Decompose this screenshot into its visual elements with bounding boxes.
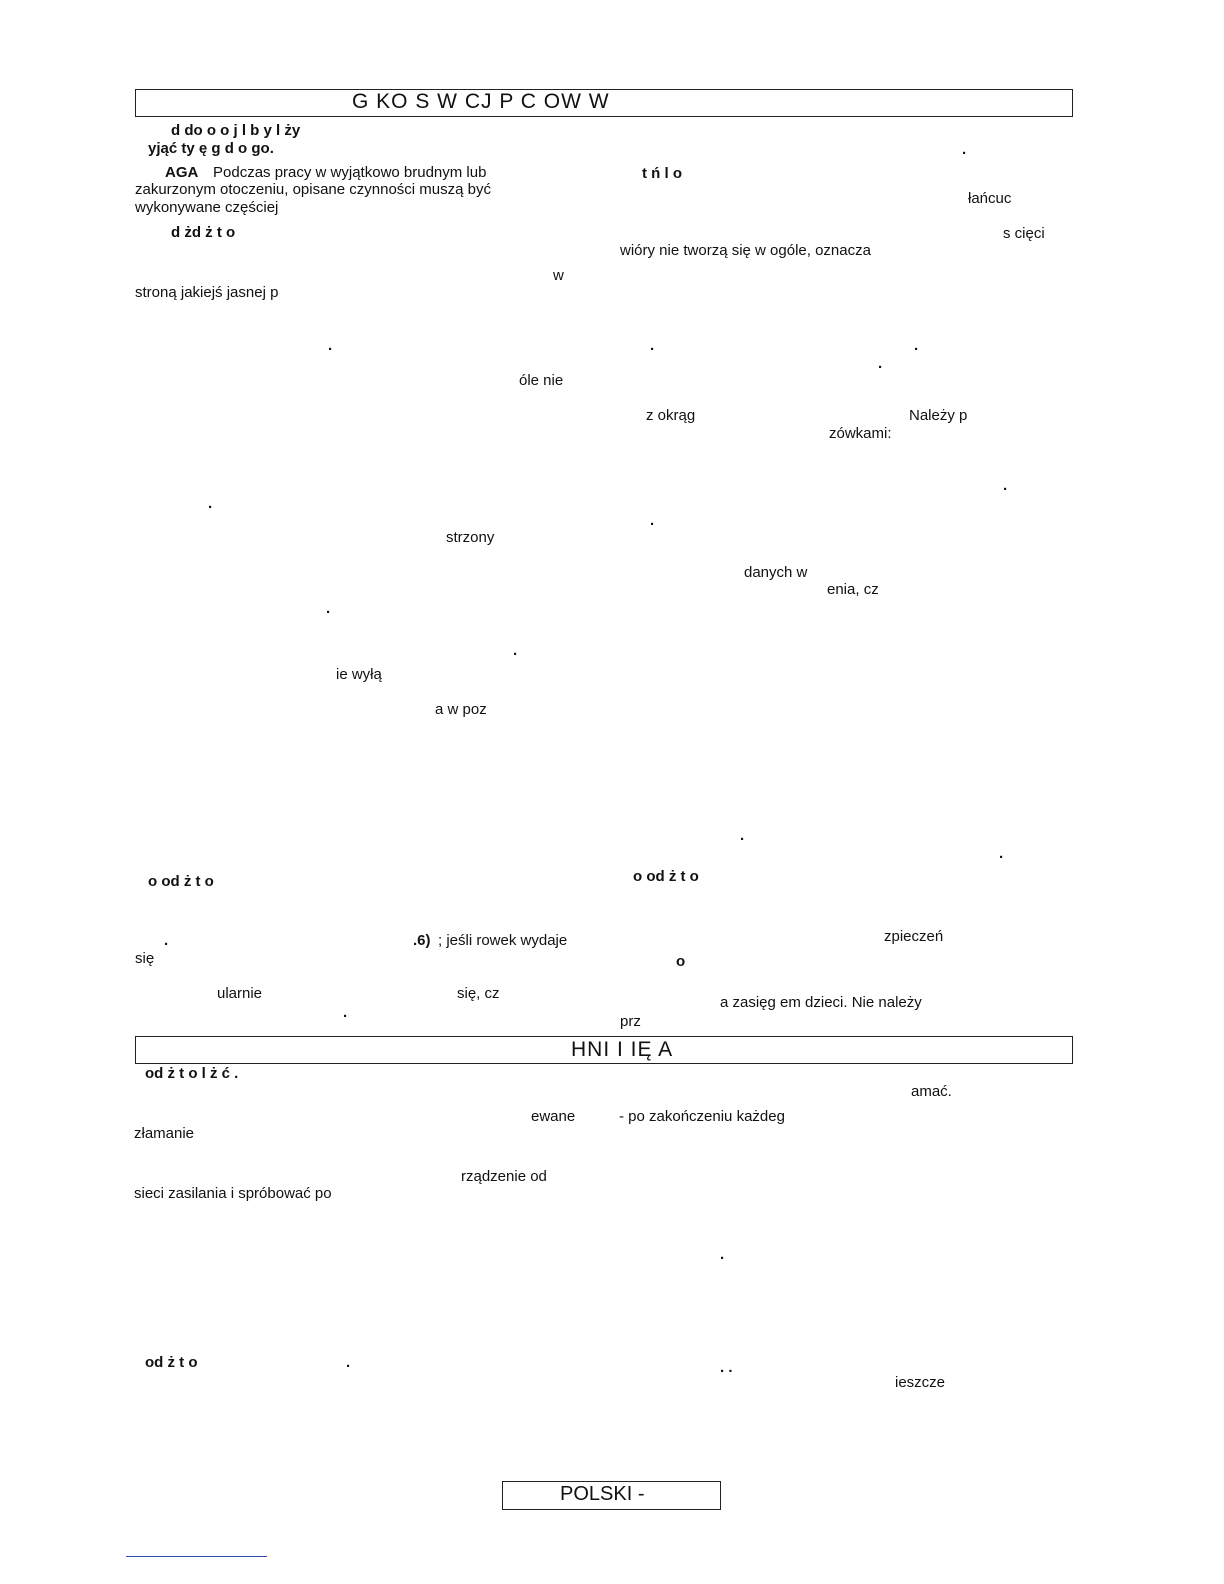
paragraph-fragment: złamanie: [134, 1125, 195, 1142]
subheading: t ń l o: [642, 165, 682, 182]
paragraph-fragment: .: [720, 1246, 725, 1263]
paragraph-fragment: z okrąg: [646, 407, 696, 424]
paragraph-fragment: rządzenie od: [461, 1168, 547, 1185]
paragraph-fragment: zpieczeń: [884, 928, 944, 945]
paragraph-fragment: .: [962, 141, 967, 158]
subheading: d żd ż t o: [171, 224, 236, 241]
paragraph-fragment: .: [650, 337, 655, 354]
paragraph-fragment: w: [553, 267, 564, 284]
subheading: od ż t o: [145, 1354, 198, 1371]
paragraph-fragment: się: [135, 950, 155, 967]
paragraph-fragment: .: [513, 642, 518, 659]
paragraph-fragment: .: [999, 845, 1004, 862]
paragraph-line: sieci zasilania i spróbować po: [134, 1185, 332, 1202]
paragraph-fragment: .: [328, 337, 333, 354]
paragraph-line: yjąć ty ę g d o go.: [148, 140, 274, 157]
paragraph-fragment: .: [878, 355, 883, 372]
paragraph-fragment: .: [164, 932, 169, 949]
paragraph-fragment: .6): [413, 932, 431, 949]
paragraph-fragment: ; jeśli rowek wydaje: [438, 932, 568, 949]
paragraph-fragment: prz: [620, 1013, 641, 1030]
paragraph-line: stroną jakiejś jasnej p: [135, 284, 279, 301]
paragraph-line: wióry nie tworzą się w ogóle, oznacza: [620, 242, 871, 259]
paragraph-fragment: enia, cz: [827, 581, 879, 598]
paragraph-fragment: .: [343, 1004, 348, 1021]
paragraph-fragment: .: [914, 337, 919, 354]
footer-language-label: POLSKI -: [560, 1483, 645, 1505]
paragraph-fragment: amać.: [911, 1083, 952, 1100]
paragraph-fragment: óle nie: [519, 372, 564, 389]
paragraph-fragment: .: [346, 1354, 351, 1371]
paragraph-fragment: o: [676, 953, 686, 970]
paragraph-fragment: .: [1003, 477, 1008, 494]
bottom-divider: [126, 1556, 267, 1557]
paragraph-fragment: ie wyłą: [336, 666, 382, 683]
section-heading-top: G KO S W CJ P C OW W: [352, 90, 610, 113]
paragraph-fragment: danych w: [744, 564, 808, 581]
paragraph-fragment: a zasięg em dzieci. Nie należy: [720, 994, 922, 1011]
paragraph-fragment: łańcuc: [968, 190, 1012, 207]
paragraph-fragment: ularnie: [217, 985, 263, 1002]
paragraph-fragment: a w poz: [435, 701, 487, 718]
paragraph-fragment: - po zakończeniu każdeg: [619, 1108, 785, 1125]
paragraph-fragment: . .: [720, 1359, 733, 1376]
paragraph-fragment: s cięci: [1003, 225, 1045, 242]
paragraph-fragment: zówkami:: [829, 425, 892, 442]
warning-label: AGA: [165, 164, 199, 181]
subheading: o od ż t o: [633, 868, 699, 885]
paragraph-fragment: ieszcze: [895, 1374, 946, 1391]
paragraph-line: zakurzonym otoczeniu, opisane czynności muszą być: [135, 181, 492, 198]
paragraph-fragment: się, cz: [457, 985, 500, 1002]
paragraph-fragment: ewane: [531, 1108, 576, 1125]
paragraph-fragment: .: [740, 827, 745, 844]
warning-text: Podczas pracy w wyjątkowo brudnym lub: [213, 164, 487, 181]
paragraph-fragment: .: [326, 600, 331, 617]
paragraph-fragment: .: [650, 512, 655, 529]
subheading: o od ż t o: [148, 873, 214, 890]
paragraph-fragment: Należy p: [909, 407, 968, 424]
subheading: od ż t o l ż ć .: [145, 1065, 239, 1082]
section-heading-middle: HNI I IĘ A: [571, 1038, 674, 1061]
paragraph-line: d do o o j l b y l ży: [171, 122, 301, 139]
paragraph-fragment: strzony: [446, 529, 495, 546]
paragraph-line: wykonywane częściej: [135, 199, 279, 216]
paragraph-fragment: .: [208, 495, 213, 512]
